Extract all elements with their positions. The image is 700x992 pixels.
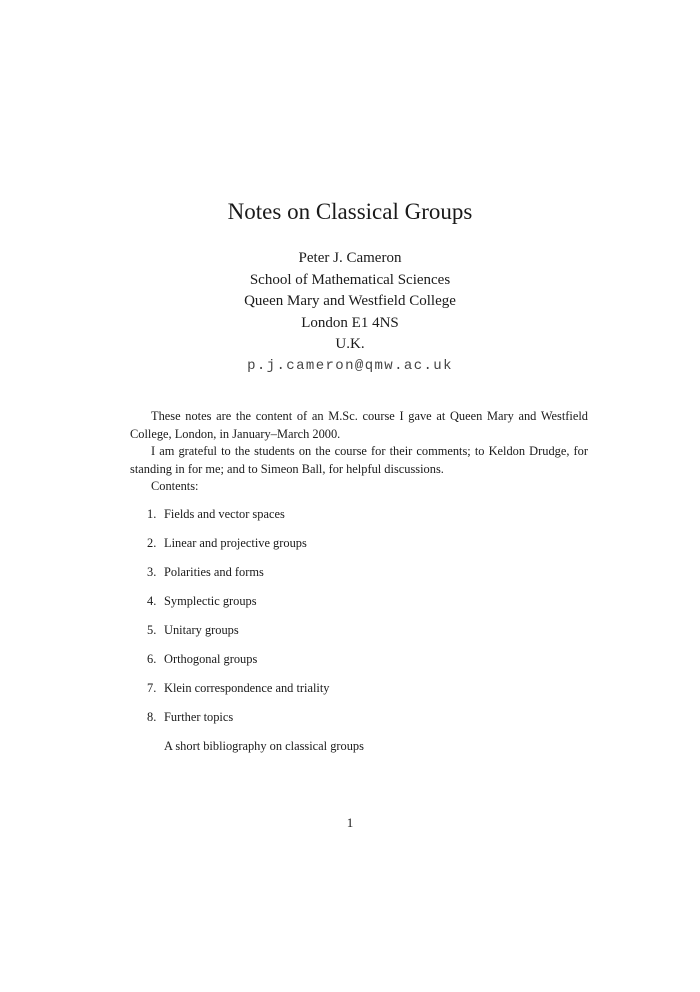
toc-item [147, 622, 567, 651]
toc-number: 7. [147, 681, 157, 695]
toc-item [147, 564, 567, 593]
author-name: Peter J. Cameron [298, 250, 402, 266]
abstract-text [130, 408, 588, 496]
toc-label: Linear and projective groups [164, 536, 307, 550]
page-number: 1 [346, 815, 354, 830]
toc-label: Unitary groups [164, 623, 239, 637]
toc-item [147, 535, 567, 564]
affiliation-line: Queen Mary and Westfield College [244, 293, 456, 309]
affiliation-line: U.K. [335, 336, 365, 352]
toc-item [147, 651, 567, 680]
toc-label: Fields and vector spaces [164, 507, 285, 521]
toc-item [147, 709, 567, 738]
toc-number: 6. [147, 652, 157, 666]
toc-label: Orthogonal groups [164, 652, 258, 666]
toc-number: 8. [147, 710, 157, 724]
toc-label: Polarities and forms [164, 565, 264, 579]
document-title: Notes on Classical Groups [227, 199, 473, 224]
toc-item [147, 680, 567, 709]
acknowledgements-paragraph: I am grateful to the students on the course for their comments; to Keldon Drudge, for standing in for me; and to Simeon Ball, for helpful discussions. [130, 444, 588, 476]
affiliation-line: School of Mathematical Sciences [249, 271, 451, 288]
toc-label: Klein correspondence and triality [164, 681, 330, 695]
toc-number: 1. [147, 507, 157, 521]
author-block [0, 248, 700, 377]
affiliation-line: London E1 4NS [301, 314, 399, 331]
toc-number: 5. [147, 623, 157, 637]
intro-paragraph: These notes are the content of an M.Sc. course I gave at Queen Mary and Westfield College, London, in January–March 2000. [130, 409, 588, 441]
toc-item [147, 593, 567, 622]
toc-label: Further topics [164, 710, 234, 724]
toc-number: 4. [147, 594, 157, 608]
table-of-contents [147, 506, 567, 767]
toc-bibliography [147, 738, 567, 767]
contents-label: Contents: [151, 479, 199, 493]
toc-bibliography-label: A short bibliography on classical groups [164, 739, 364, 753]
toc-item [147, 506, 567, 535]
toc-number: 3. [147, 565, 157, 579]
author-email: p.j.cameron@qmw.ac.uk [247, 357, 453, 374]
toc-number: 2. [147, 536, 157, 550]
toc-label: Symplectic groups [164, 594, 257, 608]
